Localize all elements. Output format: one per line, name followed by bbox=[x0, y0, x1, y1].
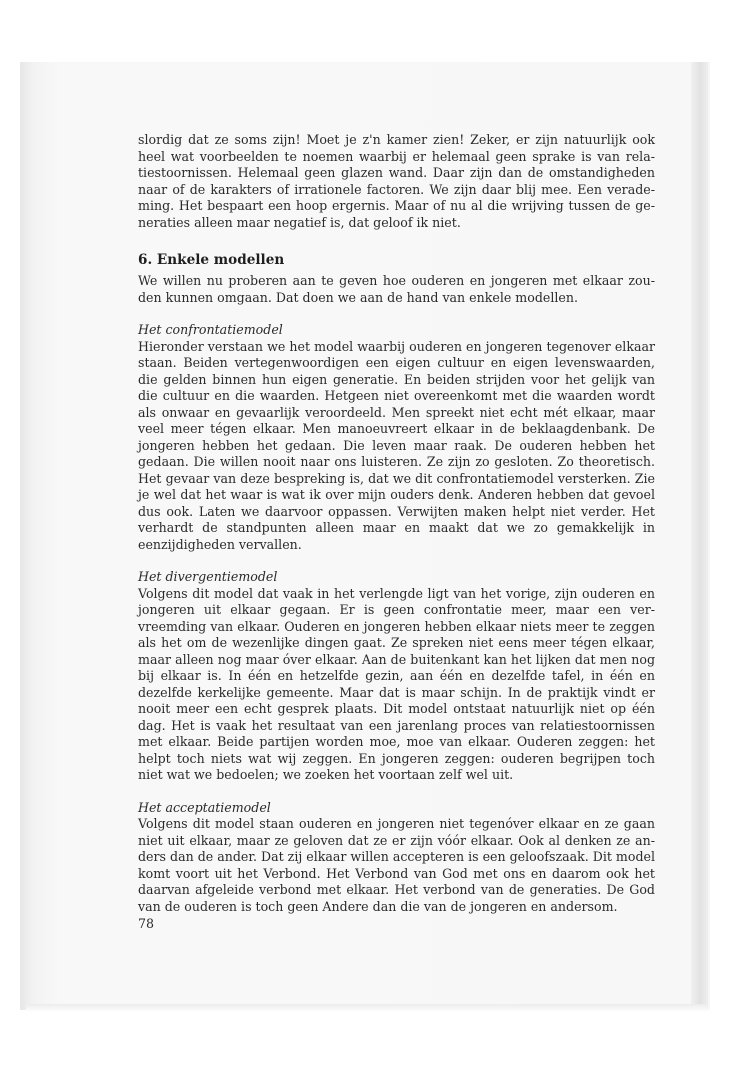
page-number: 78 bbox=[138, 916, 155, 931]
model-title-divergentie: Het divergentiemodel bbox=[138, 569, 278, 584]
page-edge-bottom bbox=[26, 1004, 708, 1012]
page-edge-right bbox=[691, 62, 708, 1004]
section-heading: 6. Enkele modellen bbox=[138, 252, 285, 268]
model-title-confrontatie: Het confrontatiemodel bbox=[138, 322, 283, 337]
model-title-acceptatie: Het acceptatiemodel bbox=[138, 799, 271, 815]
section-intro: We willen nu proberen aan te geven hoe ouderen en jongeren met elkaar zouden kunnen omgaan. Dat doen we aan de hand van enkele modellen. bbox=[138, 273, 655, 305]
page-text bbox=[138, 132, 655, 915]
model-text-confrontatie: Hieronder verstaan we het model waarbij ouderen en jongeren tegenover elkaar staan. Beiden vertegenwoordigen een eigen cultuur en eigen levenswaarden, die gelden binnen hun eigen generatie. En beiden strijden voor het gelijk van die cultuur en die waarden. Hetgeen niet overeenkomt met die waarden wordt als onwaar en gevaarlijk veroordeeld. Men spreekt niet echt mét elkaar, maar veel meer tégen elkaar. Men manoeuvreert elkaar in de beklaagdenbank. De jongeren hebben het gedaan. Die leven maar raak. De ouderen hebben het gedaan. Die willen nooit naar ons luisteren. Ze zijn zo gesloten. Zo theoretisch. Het gevaar van deze bespreking is, dat we dit confrontatiemodel versterken. Zie je wel dat het waar is wat ik over mijn ouders denk. Anderen hebben dat gevoel dus ook. Laten we daarvoor oppassen. Verwijten maken helpt niet verder. Het verhardt de standpunten alleen maar en maakt dat we zo gemakkelijk in eenzijdigheden vervallen. bbox=[138, 338, 655, 552]
model-text-acceptatie: Volgens dit model staan ouderen en jongeren niet tegenóver elkaar en ze gaan niet uit elkaar, maar ze geloven dat ze er zijn vóór elkaar. Ook al denken ze anders dan de ander. Dat zij elkaar willen accepteren is een geloofszaak. Dit model komt voort uit het Verbond. Het Verbond van God met ons en daarom ook het daarvan afgeleide verbond met elkaar. Het verbond van de generaties. De God van de ouderen is toch geen Andere dan die van de jongeren en andersom. bbox=[138, 816, 655, 914]
intro-paragraph: slordig dat ze soms zijn! Moet je z'n kamer zien! Zeker, er zijn natuurlijk ook heel wat voorbeelden te noemen waarbij er helemaal geen sprake is van relatiestoornissen. Helemaal geen glazen wand. Daar zijn dan de omstandigheden naar of de karakters of irrationele factoren. We zijn daar blij mee. Een verademing. Het bespaart een hoop ergernis. Maar of nu al die wrijving tussen de generaties alleen maar negatief is, dat geloof ik niet. bbox=[138, 132, 655, 230]
model-text-divergentie: Volgens dit model dat vaak in het verlengde ligt van het vorige, zijn ouderen en jongeren uit elkaar gegaan. Er is geen confrontatie meer, maar een vervreemding van elkaar. Ouderen en jongeren hebben elkaar niets meer te zeggen als het om de wezenlijke dingen gaat. Ze spreken niet eens meer tégen elkaar, maar alleen nog maar óver elkaar. Aan de buitenkant kan het lijken dat men nog bij elkaar is. In één en hetzelfde gezin, aan één en dezelfde tafel, in één en dezelfde kerkelijke gemeente. Maar dat is maar schijn. In de praktijk vindt er nooit meer een echt gesprek plaats. Dit model ontstaat natuurlijk niet op één dag. Het is vaak het resultaat van een jarenlang proces van relatiestoornissen met elkaar. Beide partijen worden moe, moe van elkaar. Ouderen zeggen: het helpt toch niets wat wij zeggen. En jongeren zeggen: ouderen begrijpen toch niet wat we bedoelen; we zoeken het voortaan zelf wel uit. bbox=[138, 585, 655, 782]
